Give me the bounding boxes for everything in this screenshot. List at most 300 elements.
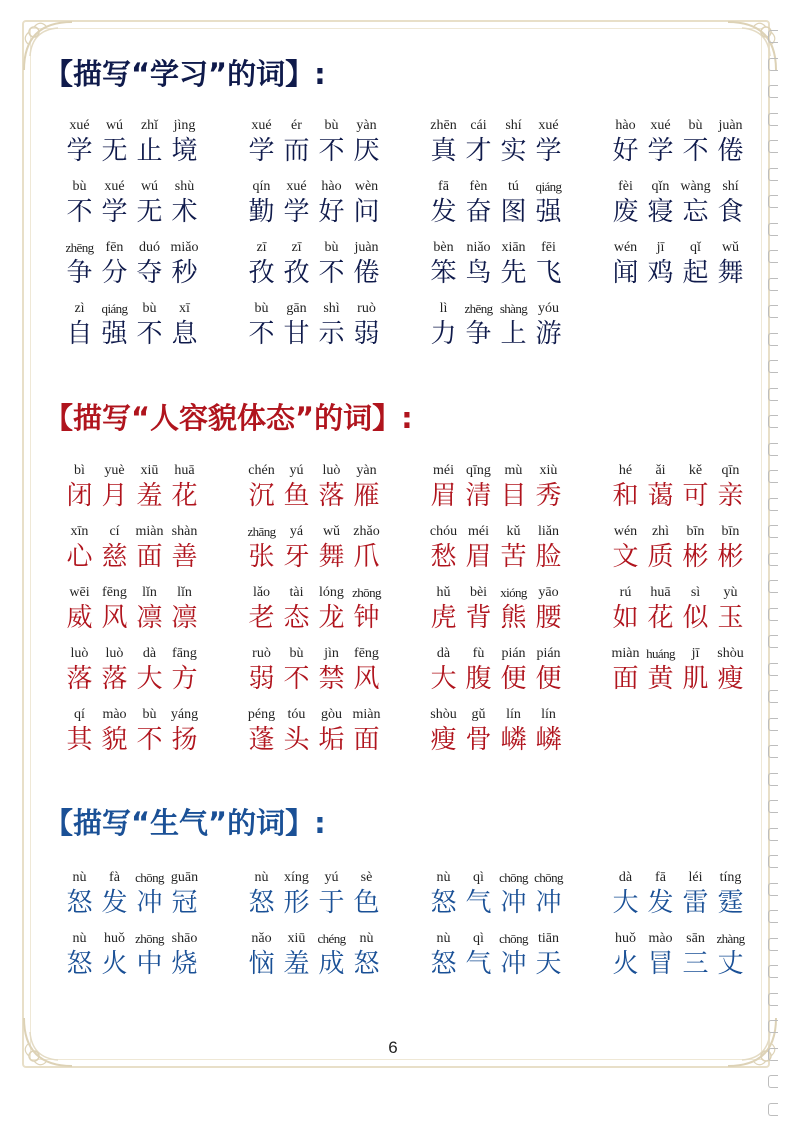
idiom-item bbox=[608, 868, 790, 919]
pinyin-syllable: gǔ bbox=[471, 707, 486, 722]
idiom-pinyin bbox=[608, 644, 748, 662]
pinyin-syllable: qǐ bbox=[690, 240, 701, 255]
idiom-character: 才 bbox=[465, 135, 492, 166]
idiom-character: 形 bbox=[283, 887, 310, 918]
idiom-character: 大 bbox=[136, 663, 163, 694]
idiom-pinyin bbox=[426, 238, 566, 256]
section-title-anger: 【描写“生气”的词】: bbox=[44, 806, 326, 840]
idiom-character: 其 bbox=[66, 724, 93, 755]
spiral-ring bbox=[768, 443, 778, 456]
idiom-pinyin bbox=[62, 583, 202, 601]
idiom-character: 倦 bbox=[717, 135, 744, 166]
pinyin-syllable: zhēng bbox=[464, 301, 493, 316]
pinyin-syllable: méi bbox=[468, 524, 489, 539]
idiom-character: 废 bbox=[612, 196, 639, 227]
pinyin-syllable: cái bbox=[470, 118, 487, 133]
idiom-item bbox=[426, 868, 608, 919]
idiom-character: 自 bbox=[66, 318, 93, 349]
pinyin-syllable: chōng bbox=[499, 870, 528, 885]
idiom-character: 中 bbox=[136, 948, 163, 979]
pinyin-syllable: nù bbox=[436, 870, 451, 885]
pinyin-syllable: xué bbox=[286, 179, 307, 194]
pinyin-syllable: miǎo bbox=[170, 240, 199, 255]
idiom-characters bbox=[62, 723, 202, 756]
idiom-character: 学 bbox=[647, 135, 674, 166]
pinyin-syllable: chōng bbox=[499, 931, 528, 946]
pinyin-syllable: yú bbox=[324, 870, 339, 885]
idiom-character: 息 bbox=[171, 318, 198, 349]
spiral-ring bbox=[768, 1075, 778, 1088]
idiom-character: 月 bbox=[101, 480, 128, 511]
idiom-item bbox=[62, 461, 244, 512]
pinyin-syllable: shù bbox=[174, 179, 195, 194]
idiom-character: 彬 bbox=[682, 541, 709, 572]
idiom-characters bbox=[426, 195, 566, 228]
pinyin-syllable: shòu bbox=[717, 646, 744, 661]
idiom-item bbox=[244, 116, 426, 167]
idiom-item bbox=[426, 238, 608, 289]
idiom-character: 鸡 bbox=[647, 257, 674, 288]
idiom-character: 清 bbox=[465, 480, 492, 511]
idiom-characters bbox=[426, 886, 566, 919]
idiom-pinyin bbox=[426, 644, 566, 662]
idiom-character: 力 bbox=[430, 318, 457, 349]
pinyin-syllable: qīng bbox=[466, 463, 491, 478]
idiom-character: 冲 bbox=[535, 887, 562, 918]
section-title-appearance: 【描写“人容貌体态”的词】: bbox=[44, 401, 413, 435]
pinyin-syllable: shì bbox=[323, 301, 340, 316]
idiom-character: 丈 bbox=[717, 948, 744, 979]
pinyin-syllable: jī bbox=[691, 646, 700, 661]
idiom-character: 火 bbox=[101, 948, 128, 979]
idiom-character: 境 bbox=[171, 135, 198, 166]
pinyin-syllable: qǐn bbox=[651, 179, 670, 194]
idiom-character: 孜 bbox=[283, 257, 310, 288]
idiom-character: 凛 bbox=[171, 602, 198, 633]
idiom-character: 沉 bbox=[248, 480, 275, 511]
idiom-character: 烧 bbox=[171, 948, 198, 979]
idiom-characters bbox=[244, 256, 384, 289]
pinyin-syllable: qì bbox=[473, 931, 484, 946]
idiom-character: 无 bbox=[136, 196, 163, 227]
idiom-characters bbox=[62, 601, 202, 634]
idiom-character: 凛 bbox=[136, 602, 163, 633]
spiral-ring bbox=[768, 333, 778, 346]
pinyin-syllable: wēi bbox=[69, 585, 90, 600]
idiom-character: 冒 bbox=[647, 948, 674, 979]
pinyin-syllable: fēn bbox=[105, 240, 124, 255]
pinyin-syllable: chéng bbox=[317, 931, 346, 946]
idiom-character: 骨 bbox=[465, 724, 492, 755]
pinyin-syllable: chóu bbox=[429, 524, 458, 539]
idiom-pinyin bbox=[62, 868, 202, 886]
spiral-ring bbox=[768, 85, 778, 98]
pinyin-syllable: bīn bbox=[686, 524, 705, 539]
idiom-item bbox=[244, 238, 426, 289]
pinyin-syllable: zhǐ bbox=[140, 118, 159, 133]
spiral-ring bbox=[768, 30, 778, 43]
pinyin-syllable: liǎn bbox=[538, 524, 559, 539]
idiom-character: 威 bbox=[66, 602, 93, 633]
pinyin-syllable: shàn bbox=[171, 524, 198, 539]
idiom-pinyin bbox=[426, 461, 566, 479]
pinyin-syllable: wèn bbox=[354, 179, 379, 194]
idiom-character: 舞 bbox=[318, 541, 345, 572]
pinyin-syllable: xué bbox=[650, 118, 671, 133]
pinyin-syllable: jī bbox=[656, 240, 665, 255]
idiom-character: 鸟 bbox=[465, 257, 492, 288]
idiom-character: 不 bbox=[318, 135, 345, 166]
idiom-character: 牙 bbox=[283, 541, 310, 572]
idiom-characters bbox=[244, 886, 384, 919]
pinyin-syllable: huáng bbox=[646, 646, 675, 661]
idiom-character: 怒 bbox=[353, 948, 380, 979]
idiom-character: 嶙 bbox=[500, 724, 527, 755]
idiom-pinyin bbox=[244, 299, 384, 317]
spiral-ring bbox=[768, 1103, 778, 1116]
pinyin-syllable: wǔ bbox=[721, 240, 740, 255]
pinyin-syllable: shāo bbox=[171, 931, 198, 946]
pinyin-syllable: fā bbox=[438, 179, 449, 194]
idiom-character: 大 bbox=[430, 663, 457, 694]
pinyin-syllable: bèn bbox=[433, 240, 454, 255]
idiom-item bbox=[62, 299, 244, 350]
idiom-character: 术 bbox=[171, 196, 198, 227]
idiom-item bbox=[426, 177, 608, 228]
idiom-character: 头 bbox=[283, 724, 310, 755]
pinyin-syllable: xiū bbox=[140, 463, 159, 478]
idiom-character: 霆 bbox=[717, 887, 744, 918]
idiom-characters bbox=[62, 886, 202, 919]
idiom-pinyin bbox=[426, 705, 566, 723]
idiom-character: 亲 bbox=[717, 480, 744, 511]
idiom-pinyin bbox=[426, 522, 566, 540]
idiom-item bbox=[62, 238, 244, 289]
pinyin-syllable: nù bbox=[72, 931, 87, 946]
pinyin-syllable: tiān bbox=[538, 931, 559, 946]
pinyin-syllable: chōng bbox=[534, 870, 563, 885]
idiom-item bbox=[426, 583, 608, 634]
idiom-character: 学 bbox=[248, 135, 275, 166]
pinyin-syllable: wàng bbox=[680, 179, 711, 194]
pinyin-syllable: bù bbox=[72, 179, 87, 194]
idiom-character: 好 bbox=[318, 196, 345, 227]
pinyin-syllable: yàn bbox=[356, 118, 377, 133]
idiom-character: 禁 bbox=[318, 663, 345, 694]
idiom-character: 文 bbox=[612, 541, 639, 572]
idiom-character: 眉 bbox=[465, 541, 492, 572]
idiom-characters bbox=[426, 540, 566, 573]
idiom-item bbox=[426, 461, 608, 512]
pinyin-syllable: hào bbox=[321, 179, 342, 194]
idiom-character: 鱼 bbox=[283, 480, 310, 511]
idiom-character: 争 bbox=[465, 318, 492, 349]
idiom-character: 学 bbox=[66, 135, 93, 166]
pinyin-syllable: nù bbox=[254, 870, 269, 885]
idiom-character: 面 bbox=[612, 663, 639, 694]
idiom-grid-study bbox=[62, 116, 752, 350]
pinyin-syllable: yá bbox=[289, 524, 304, 539]
idiom-item bbox=[62, 177, 244, 228]
idiom-character: 无 bbox=[101, 135, 128, 166]
pinyin-syllable: huǒ bbox=[104, 931, 125, 946]
pinyin-syllable: wǔ bbox=[322, 524, 341, 539]
idiom-pinyin bbox=[62, 116, 202, 134]
pinyin-syllable: nù bbox=[359, 931, 374, 946]
idiom-character: 勤 bbox=[248, 196, 275, 227]
idiom-item bbox=[62, 522, 244, 573]
pinyin-syllable: bīn bbox=[721, 524, 740, 539]
pinyin-syllable: fā bbox=[655, 870, 666, 885]
idiom-characters bbox=[244, 723, 384, 756]
pinyin-syllable: huǒ bbox=[615, 931, 636, 946]
idiom-character: 和 bbox=[612, 480, 639, 511]
idiom-item bbox=[244, 177, 426, 228]
pinyin-syllable: qiáng bbox=[101, 301, 128, 316]
idiom-characters bbox=[62, 134, 202, 167]
idiom-character: 发 bbox=[101, 887, 128, 918]
idiom-character: 厌 bbox=[353, 135, 380, 166]
idiom-pinyin bbox=[608, 238, 748, 256]
idiom-pinyin bbox=[426, 299, 566, 317]
pinyin-syllable: yuè bbox=[104, 463, 125, 478]
spiral-ring bbox=[768, 828, 778, 841]
idiom-character: 彬 bbox=[717, 541, 744, 572]
idiom-item bbox=[244, 705, 426, 756]
idiom-character: 冠 bbox=[171, 887, 198, 918]
spiral-ring bbox=[768, 773, 778, 786]
idiom-character: 实 bbox=[500, 135, 527, 166]
idiom-character: 好 bbox=[612, 135, 639, 166]
idiom-character: 善 bbox=[171, 541, 198, 572]
pinyin-syllable: fēng bbox=[354, 646, 379, 661]
idiom-pinyin bbox=[244, 522, 384, 540]
pinyin-syllable: miàn bbox=[352, 707, 381, 722]
pinyin-syllable: bù bbox=[254, 301, 269, 316]
pinyin-syllable: dà bbox=[142, 646, 157, 661]
pinyin-syllable: juàn bbox=[354, 240, 379, 255]
idiom-pinyin bbox=[244, 929, 384, 947]
idiom-character: 先 bbox=[500, 257, 527, 288]
idiom-character: 食 bbox=[717, 196, 744, 227]
idiom-character: 嶙 bbox=[535, 724, 562, 755]
spiral-ring bbox=[768, 388, 778, 401]
idiom-character: 如 bbox=[612, 602, 639, 633]
idiom-character: 学 bbox=[535, 135, 562, 166]
idiom-characters bbox=[244, 479, 384, 512]
pinyin-syllable: xué bbox=[251, 118, 272, 133]
idiom-item bbox=[62, 644, 244, 695]
idiom-pinyin bbox=[62, 705, 202, 723]
idiom-pinyin bbox=[62, 522, 202, 540]
pinyin-syllable: hé bbox=[618, 463, 633, 478]
idiom-character: 强 bbox=[535, 196, 562, 227]
pinyin-syllable: zhōng bbox=[135, 931, 164, 946]
idiom-character: 慈 bbox=[101, 541, 128, 572]
idiom-item bbox=[426, 705, 608, 756]
pinyin-syllable: lì bbox=[439, 301, 448, 316]
idiom-pinyin bbox=[608, 177, 748, 195]
idiom-pinyin bbox=[608, 461, 748, 479]
idiom-character: 花 bbox=[171, 480, 198, 511]
idiom-character: 怒 bbox=[430, 887, 457, 918]
idiom-characters bbox=[608, 886, 748, 919]
idiom-character: 孜 bbox=[248, 257, 275, 288]
pinyin-syllable: léi bbox=[688, 870, 703, 885]
idiom-characters bbox=[608, 662, 748, 695]
idiom-item bbox=[608, 644, 790, 695]
idiom-character: 火 bbox=[612, 948, 639, 979]
idiom-character: 心 bbox=[66, 541, 93, 572]
pinyin-syllable: luò bbox=[70, 646, 89, 661]
idiom-character: 气 bbox=[465, 948, 492, 979]
idiom-grid-anger bbox=[62, 868, 752, 980]
idiom-item bbox=[426, 522, 608, 573]
idiom-item bbox=[244, 868, 426, 919]
idiom-character: 飞 bbox=[535, 257, 562, 288]
pinyin-syllable: kě bbox=[688, 463, 703, 478]
pinyin-syllable: zhōng bbox=[352, 585, 381, 600]
idiom-character: 羞 bbox=[283, 948, 310, 979]
idiom-item bbox=[62, 868, 244, 919]
idiom-character: 示 bbox=[318, 318, 345, 349]
idiom-character: 雷 bbox=[682, 887, 709, 918]
idiom-pinyin bbox=[608, 929, 748, 947]
idiom-item bbox=[244, 644, 426, 695]
pinyin-syllable: pián bbox=[501, 646, 526, 661]
pinyin-syllable: qì bbox=[473, 870, 484, 885]
idiom-character: 舞 bbox=[717, 257, 744, 288]
pinyin-syllable: lín bbox=[541, 707, 556, 722]
pinyin-syllable: zì bbox=[74, 301, 85, 316]
pinyin-syllable: sān bbox=[686, 931, 705, 946]
pinyin-syllable: tíng bbox=[719, 870, 742, 885]
pinyin-syllable: xī bbox=[179, 301, 190, 316]
idiom-pinyin bbox=[608, 583, 748, 601]
pinyin-syllable: yú bbox=[289, 463, 304, 478]
idiom-pinyin bbox=[426, 868, 566, 886]
idiom-grid-appearance bbox=[62, 461, 752, 756]
idiom-pinyin bbox=[608, 868, 748, 886]
pinyin-syllable: xiān bbox=[501, 240, 526, 255]
pinyin-syllable: zhì bbox=[651, 524, 670, 539]
pinyin-syllable: shí bbox=[505, 118, 522, 133]
pinyin-syllable: bù bbox=[324, 240, 339, 255]
pinyin-syllable: fāng bbox=[172, 646, 197, 661]
idiom-character: 貌 bbox=[101, 724, 128, 755]
idiom-pinyin bbox=[244, 461, 384, 479]
idiom-pinyin bbox=[62, 644, 202, 662]
pinyin-syllable: mào bbox=[102, 707, 127, 722]
pinyin-syllable: ruò bbox=[252, 646, 271, 661]
idiom-characters bbox=[62, 540, 202, 573]
idiom-character: 方 bbox=[171, 663, 198, 694]
idiom-character: 瘦 bbox=[430, 724, 457, 755]
idiom-character: 愁 bbox=[430, 541, 457, 572]
idiom-character: 虎 bbox=[430, 602, 457, 633]
idiom-character: 分 bbox=[101, 257, 128, 288]
pinyin-syllable: juàn bbox=[718, 118, 743, 133]
idiom-item bbox=[608, 583, 790, 634]
idiom-item bbox=[244, 522, 426, 573]
idiom-character: 学 bbox=[101, 196, 128, 227]
pinyin-syllable: gān bbox=[286, 301, 307, 316]
pinyin-syllable: bù bbox=[289, 646, 304, 661]
idiom-character: 熊 bbox=[500, 602, 527, 633]
pinyin-syllable: jìng bbox=[173, 118, 196, 133]
idiom-character: 强 bbox=[101, 318, 128, 349]
idiom-character: 不 bbox=[136, 724, 163, 755]
idiom-pinyin bbox=[62, 177, 202, 195]
corner-ornament bbox=[18, 1012, 78, 1072]
idiom-character: 问 bbox=[353, 196, 380, 227]
idiom-characters bbox=[608, 479, 748, 512]
idiom-item bbox=[608, 929, 790, 980]
idiom-character: 笨 bbox=[430, 257, 457, 288]
pinyin-syllable: shí bbox=[722, 179, 739, 194]
pinyin-syllable: bù bbox=[688, 118, 703, 133]
pinyin-syllable: cí bbox=[109, 524, 120, 539]
pinyin-syllable: ruò bbox=[357, 301, 376, 316]
idiom-character: 态 bbox=[283, 602, 310, 633]
pinyin-syllable: ér bbox=[291, 118, 302, 133]
idiom-character: 钟 bbox=[353, 602, 380, 633]
idiom-character: 真 bbox=[430, 135, 457, 166]
idiom-pinyin bbox=[62, 461, 202, 479]
idiom-characters bbox=[62, 662, 202, 695]
idiom-characters bbox=[62, 256, 202, 289]
idiom-character: 天 bbox=[535, 948, 562, 979]
idiom-character: 风 bbox=[353, 663, 380, 694]
idiom-character: 蓬 bbox=[248, 724, 275, 755]
idiom-pinyin bbox=[608, 116, 748, 134]
idiom-character: 便 bbox=[500, 663, 527, 694]
pinyin-syllable: chōng bbox=[135, 870, 164, 885]
pinyin-syllable: fēi bbox=[541, 240, 556, 255]
idiom-character: 苦 bbox=[500, 541, 527, 572]
idiom-character: 秒 bbox=[171, 257, 198, 288]
idiom-character: 怒 bbox=[66, 948, 93, 979]
idiom-character: 夺 bbox=[136, 257, 163, 288]
pinyin-syllable: hào bbox=[615, 118, 636, 133]
pinyin-syllable: méi bbox=[433, 463, 454, 478]
idiom-character: 闻 bbox=[612, 257, 639, 288]
idiom-character: 弱 bbox=[248, 663, 275, 694]
pinyin-syllable: nù bbox=[436, 931, 451, 946]
idiom-character: 落 bbox=[101, 663, 128, 694]
pinyin-syllable: nù bbox=[72, 870, 87, 885]
pinyin-syllable: duó bbox=[139, 240, 160, 255]
idiom-character: 不 bbox=[66, 196, 93, 227]
idiom-character: 发 bbox=[430, 196, 457, 227]
idiom-pinyin bbox=[608, 522, 748, 540]
idiom-character: 不 bbox=[283, 663, 310, 694]
spiral-ring bbox=[768, 360, 778, 373]
idiom-character: 玉 bbox=[717, 602, 744, 633]
idiom-pinyin bbox=[426, 583, 566, 601]
idiom-character: 学 bbox=[283, 196, 310, 227]
pinyin-syllable: yàn bbox=[356, 463, 377, 478]
pinyin-syllable: yóu bbox=[538, 301, 559, 316]
idiom-character: 可 bbox=[682, 480, 709, 511]
pinyin-syllable: xué bbox=[538, 118, 559, 133]
spiral-ring bbox=[768, 1020, 778, 1033]
pinyin-syllable: lín bbox=[506, 707, 521, 722]
idiom-character: 眉 bbox=[430, 480, 457, 511]
pinyin-syllable: yáng bbox=[170, 707, 199, 722]
idiom-character: 寝 bbox=[647, 196, 674, 227]
idiom-item bbox=[426, 116, 608, 167]
